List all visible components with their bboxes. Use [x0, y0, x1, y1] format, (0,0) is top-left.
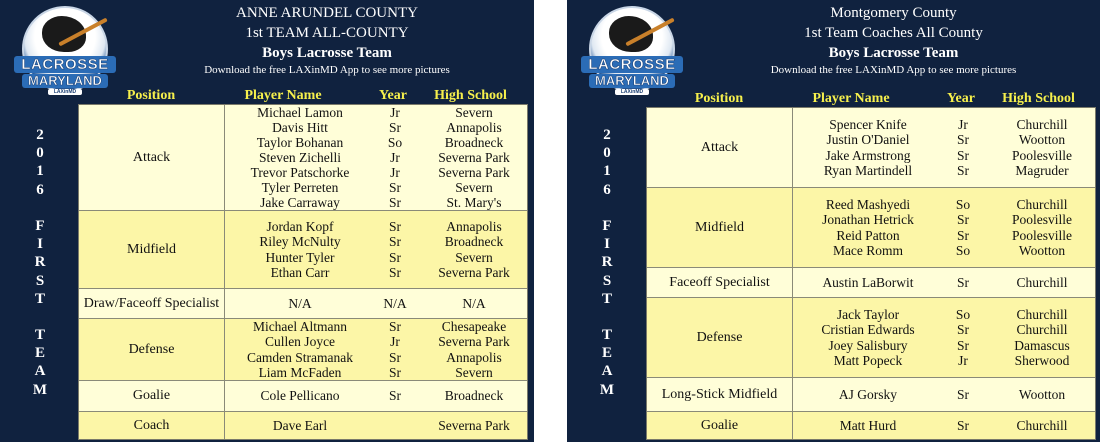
player-name: Ryan Martindell [823, 162, 913, 178]
table-row [793, 197, 1095, 212]
vertical-letter: R [34, 254, 46, 271]
high-school: Severn [455, 180, 493, 195]
player-year: Sr [388, 264, 401, 280]
player-year: Sr [956, 274, 969, 290]
lacrosse-maryland-logo: LACROSSE MARYLAND LAXinMD [581, 6, 683, 98]
position-label: Long-Stick Midfield [647, 378, 793, 411]
player-name: Cullen Joyce [264, 334, 336, 350]
high-school: Poolesville [1012, 212, 1072, 228]
player-year: N/A [383, 295, 407, 311]
player-year: Sr [388, 349, 401, 365]
high-school: Broadneck [444, 388, 504, 404]
player-name: Jordan Kopf [266, 219, 334, 235]
header-high-school: High School [434, 88, 507, 103]
player-name: Joey Salisbury [828, 337, 908, 353]
player-name: Cole Pellicano [260, 388, 340, 404]
player-name: Michael Altmann [252, 319, 348, 335]
high-school: Wootton [1018, 132, 1066, 148]
player-year: Sr [956, 386, 969, 402]
vertical-caption [32, 126, 48, 399]
table-row [225, 105, 527, 120]
player-name: Mace Romm [832, 242, 904, 258]
table-row [225, 296, 527, 311]
table-row [793, 418, 1095, 433]
player-year: Sr [388, 249, 401, 265]
player-year: Jr [390, 334, 400, 350]
header-high-school: High School [1002, 91, 1075, 106]
player-name: Tyler Perreten [261, 180, 339, 195]
player-year: Sr [388, 319, 401, 335]
high-school: Churchill [1016, 417, 1068, 433]
vertical-letter [599, 199, 615, 217]
table-row [225, 250, 527, 265]
high-school: Poolesville [1012, 147, 1072, 163]
player-year: Sr [388, 120, 401, 135]
player-year: Sr [388, 234, 401, 250]
high-school: Severna Park [438, 264, 510, 280]
vertical-letter [32, 199, 48, 217]
high-school: Churchill [1016, 196, 1068, 212]
table-row [225, 418, 527, 433]
position-group [79, 289, 527, 319]
table-row [793, 387, 1095, 402]
table-row [793, 132, 1095, 147]
player-year: Sr [388, 364, 401, 380]
table-row [793, 322, 1095, 337]
position-group [647, 298, 1095, 378]
table-row [793, 243, 1095, 258]
vertical-letter: 1 [36, 163, 44, 180]
high-school: Severn [455, 249, 493, 265]
vertical-letter: F [35, 217, 45, 234]
vertical-letter: 2 [36, 127, 44, 143]
position-label: Coach [79, 412, 225, 439]
high-school: Broadneck [444, 234, 504, 250]
vertical-letter: E [34, 345, 45, 362]
vertical-letter: 6 [603, 181, 611, 198]
position-group [79, 319, 527, 381]
table-row [225, 219, 527, 234]
position-group [647, 268, 1095, 298]
player-year: So [387, 135, 403, 150]
table-row [225, 388, 527, 403]
table-row [793, 212, 1095, 227]
title-sport: Boys Lacrosse Team [828, 45, 959, 61]
table-row [225, 120, 527, 135]
high-school: Annapolis [446, 219, 502, 235]
player-name: Michael Lamon [257, 105, 343, 120]
vertical-letter: 1 [603, 163, 611, 180]
high-school: Broadneck [444, 135, 504, 150]
table-row [225, 234, 527, 249]
player-name: Matt Popeck [833, 352, 903, 368]
high-school: Severn [455, 364, 493, 380]
player-year: Sr [956, 132, 969, 148]
title-county: ANNE ARUNDEL COUNTY [236, 5, 418, 21]
vertical-letter: A [34, 363, 46, 380]
header-year: Year [379, 88, 407, 103]
vertical-caption [599, 126, 615, 399]
position-label: Midfield [647, 188, 793, 267]
title-sport: Boys Lacrosse Team [262, 45, 392, 61]
high-school: Annapolis [446, 120, 502, 135]
player-name: Taylor Bohanan [256, 135, 344, 150]
table-row [793, 117, 1095, 132]
app-download-note: Download the free LAXinMD App to see more pictures [770, 64, 1017, 76]
vertical-letter: S [35, 272, 45, 289]
table-row [225, 135, 527, 150]
header-position: Position [126, 88, 176, 103]
high-school: Churchill [1016, 306, 1068, 322]
player-year: Sr [956, 147, 969, 163]
player-year: Sr [956, 337, 969, 353]
player-name: Spencer Knife [829, 116, 907, 132]
player-year: Jr [390, 150, 400, 165]
high-school: Chesapeake [441, 319, 507, 335]
player-year: Sr [956, 162, 969, 178]
table-header [646, 90, 1096, 108]
panel-title [120, 3, 534, 78]
position-group [647, 108, 1095, 188]
table-row [225, 350, 527, 365]
table-row [225, 365, 527, 380]
player-year: Sr [956, 227, 969, 243]
player-name: Liam McFaden [258, 364, 342, 380]
position-label: Attack [647, 108, 793, 187]
player-year: Sr [388, 219, 401, 235]
vertical-letter [599, 308, 615, 326]
player-name: Austin LaBorwit [822, 274, 914, 290]
header-year: Year [947, 91, 975, 106]
player-year: Sr [956, 212, 969, 228]
vertical-letter: M [32, 381, 48, 398]
player-year: So [955, 242, 971, 258]
high-school: Severn [455, 105, 493, 120]
position-label: Attack [79, 105, 225, 210]
high-school: Severna Park [438, 150, 510, 165]
table-row [225, 334, 527, 349]
table-row [225, 165, 527, 180]
lacrosse-maryland-logo: LACROSSE MARYLAND LAXinMD [14, 6, 116, 98]
player-name: Cristian Edwards [821, 322, 915, 338]
title-team: 1st TEAM ALL-COUNTY [245, 25, 409, 41]
player-year: Sr [956, 322, 969, 338]
position-label: Goalie [647, 412, 793, 439]
vertical-letter: 2 [603, 127, 611, 143]
table-row [225, 265, 527, 280]
high-school: Wootton [1018, 242, 1066, 258]
player-name: Reid Patton [836, 227, 900, 243]
player-name: Riley McNulty [259, 234, 341, 250]
player-name: Steven Zichelli [258, 150, 342, 165]
table-row [793, 307, 1095, 322]
vertical-letter: E [601, 345, 612, 362]
table-row [793, 338, 1095, 353]
vertical-letter: S [602, 272, 612, 289]
high-school: Severna Park [438, 417, 510, 433]
player-name: Ethan Carr [270, 264, 330, 280]
player-year: Sr [388, 388, 401, 404]
panel-title [687, 3, 1100, 78]
player-name: Jake Armstrong [825, 147, 911, 163]
player-year: So [955, 196, 971, 212]
player-name: Reed Mashyedi [825, 196, 911, 212]
vertical-letter: T [34, 327, 45, 344]
high-school: Sherwood [1014, 352, 1070, 368]
position-group [79, 381, 527, 412]
player-year: So [955, 306, 971, 322]
vertical-letter [32, 308, 48, 326]
vertical-letter: I [37, 236, 43, 253]
vertical-letter: A [601, 363, 613, 380]
position-group [79, 211, 527, 289]
table-row [225, 319, 527, 334]
player-name: N/A [288, 295, 312, 311]
high-school: Poolesville [1012, 227, 1072, 243]
player-name: Jack Taylor [836, 306, 900, 322]
table-row [225, 195, 527, 210]
player-name: Davis Hitt [272, 120, 328, 135]
position-group [647, 412, 1095, 439]
player-name: AJ Gorsky [838, 386, 898, 402]
app-download-note: Download the free LAXinMD App to see more pictures [204, 64, 450, 76]
vertical-letter: M [599, 381, 615, 398]
title-county: Montgomery County [830, 5, 957, 21]
roster-table [78, 104, 528, 440]
vertical-letter: T [34, 290, 45, 307]
table-row [793, 163, 1095, 178]
player-year: Jr [958, 352, 968, 368]
table-row [225, 150, 527, 165]
player-name: Trevor Patschorke [250, 165, 350, 180]
high-school: Magruder [1015, 162, 1069, 178]
position-label: Defense [79, 319, 225, 380]
player-name: Justin O'Daniel [826, 132, 910, 148]
high-school: St. Mary's [446, 195, 502, 210]
header-player-name: Player Name [244, 88, 322, 103]
position-group [647, 378, 1095, 412]
table-row [793, 353, 1095, 368]
player-year: Jr [958, 116, 968, 132]
roster-table [646, 107, 1096, 440]
vertical-letter: F [602, 217, 612, 234]
position-group [79, 412, 527, 439]
vertical-letter: 6 [36, 181, 44, 198]
position-label: Draw/Faceoff Specialist [79, 289, 225, 318]
table-row [793, 228, 1095, 243]
position-group [79, 105, 527, 211]
anne-arundel-panel [0, 0, 534, 442]
high-school: Annapolis [446, 349, 502, 365]
table-row [793, 275, 1095, 290]
player-year: Sr [956, 417, 969, 433]
player-year: Jr [390, 105, 400, 120]
vertical-letter: T [601, 327, 612, 344]
player-name: Dave Earl [272, 417, 328, 433]
high-school: Churchill [1016, 274, 1068, 290]
player-name: Jake Carraway [260, 195, 340, 210]
vertical-letter: 0 [36, 145, 44, 162]
table-row [793, 148, 1095, 163]
high-school: Damascus [1014, 337, 1070, 353]
high-school: Churchill [1016, 116, 1068, 132]
header-position: Position [694, 91, 744, 106]
player-year: Jr [390, 165, 400, 180]
vertical-letter: 0 [603, 145, 611, 162]
player-year: Sr [388, 195, 401, 210]
high-school: Severna Park [438, 334, 510, 350]
player-name: Camden Stramanak [246, 349, 354, 365]
player-name: Hunter Tyler [265, 249, 335, 265]
player-name: Matt Hurd [839, 417, 897, 433]
high-school: Severna Park [438, 165, 510, 180]
position-label: Defense [647, 298, 793, 377]
table-row [225, 180, 527, 195]
player-name: Jonathan Hetrick [822, 212, 914, 228]
high-school: N/A [462, 295, 486, 311]
position-label: Midfield [79, 211, 225, 288]
position-label: Faceoff Specialist [647, 268, 793, 297]
high-school: Wootton [1018, 386, 1066, 402]
montgomery-panel [567, 0, 1100, 442]
position-group [647, 188, 1095, 268]
high-school: Churchill [1016, 322, 1068, 338]
title-team: 1st Team Coaches All County [804, 25, 983, 41]
table-header [78, 87, 528, 105]
player-year: Sr [388, 180, 401, 195]
position-label: Goalie [79, 381, 225, 411]
vertical-letter: T [601, 290, 612, 307]
vertical-letter: R [601, 254, 613, 271]
header-player-name: Player Name [812, 91, 890, 106]
vertical-letter: I [604, 236, 610, 253]
